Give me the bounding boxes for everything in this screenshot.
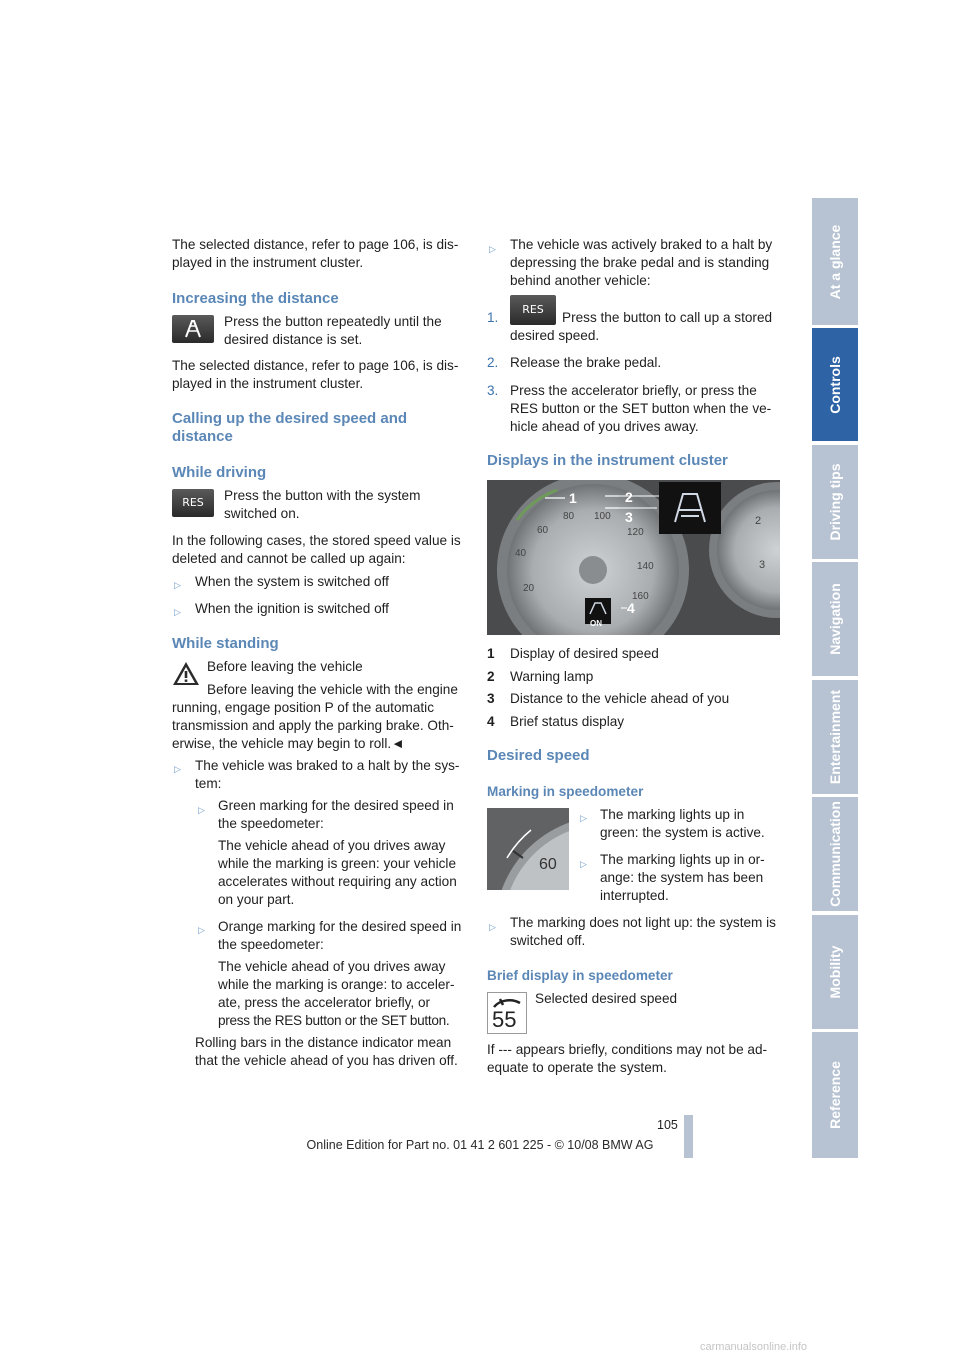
brief-display-icon [487, 992, 527, 1034]
res-button-icon: RES [510, 295, 556, 325]
green-marking: Green marking for the desired speed in the speedometer: [218, 798, 454, 831]
res-button-icon: RES [172, 489, 214, 517]
legend-item: 3 Distance to the vehicle ahead of you [487, 691, 730, 706]
tab-driving-tips[interactable]: Driving tips [812, 445, 858, 559]
distance-button-icon [172, 315, 214, 343]
driving-text: Press the button with the system switched on. [224, 488, 421, 521]
on-indicator: ON [590, 619, 602, 628]
increase-after-text: The selected distance, refer to page 106, is dis- played in the instrument cluster. [172, 358, 459, 391]
callout-2: 2 [625, 489, 633, 505]
bullet-triangle-icon: ▷ [489, 244, 496, 254]
tab-entertainment[interactable]: Entertainment [812, 680, 858, 794]
bullet-triangle-icon: ▷ [198, 805, 205, 815]
gauge-label: 80 [563, 511, 575, 522]
marking-orange-text: The marking lights up in or- ange: the system has been interrupted. [600, 852, 765, 903]
marking-off-text: The marking does not light up: the system is switched off. [510, 915, 776, 948]
callout-1: 1 [569, 490, 577, 506]
tab-communication[interactable]: Communication [812, 797, 858, 911]
gauge-label: 2 [755, 515, 762, 527]
bullet-triangle-icon: ▷ [174, 607, 181, 617]
braked-text: The vehicle was braked to a halt by the sys- tem: [195, 758, 460, 791]
tab-mobility[interactable]: Mobility [812, 915, 858, 1029]
bullet-triangle-icon: ▷ [489, 922, 496, 932]
rolling-bars-text: Rolling bars in the distance indicator mean that the vehicle ahead of you has driven off. [195, 1035, 458, 1068]
gauge-label: 20 [523, 583, 535, 594]
gauge-label: 40 [515, 548, 527, 559]
gauge-label: 60 [537, 525, 549, 536]
brief-text: Selected desired speed [535, 991, 678, 1006]
step-number: 1. [487, 310, 499, 325]
watermark: carmanualsonline.info [700, 1341, 808, 1353]
heading-brief-display: Brief display in speedometer [487, 968, 673, 983]
heading-marking: Marking in speedometer [487, 784, 644, 799]
tab-controls[interactable]: Controls [812, 328, 858, 441]
warning-title: Before leaving the vehicle [207, 659, 363, 674]
orange-detail: The vehicle ahead of you drives away while the marking is orange: to acceler- ate, press the accelerator briefly, or press the RES button or the SET button. [218, 959, 455, 1028]
green-detail: The vehicle ahead of you drives away while the marking is green: your vehicle accelerates without requiring any action on your part. [218, 838, 457, 907]
speedometer-marking-image [487, 808, 569, 890]
callout-3: 3 [625, 509, 633, 525]
bullet-triangle-icon: ▷ [198, 925, 205, 935]
gauge-label: 160 [632, 591, 649, 602]
bullet-system-off: When the system is switched off [195, 574, 389, 589]
legend-list [487, 645, 777, 735]
heading-while-driving: While driving [172, 464, 267, 481]
tab-reference[interactable]: Reference [812, 1032, 858, 1158]
active-brake-text: The vehicle was actively braked to a halt by depressing the brake pedal and is standing behind another vehicle: [510, 237, 773, 288]
heading-while-standing: While standing [172, 635, 279, 652]
tab-at-a-glance[interactable]: At a glance [812, 198, 858, 325]
legend-item: 2 Warning lamp [487, 668, 594, 684]
intro-paragraph: The selected distance, refer to page 106, is dis- played in the instrument cluster. [172, 237, 459, 270]
orange-marking: Orange marking for the desired speed in the speedometer: [218, 919, 462, 952]
bullet-ignition-off: When the ignition is switched off [195, 601, 389, 616]
page-number: 105 [657, 1118, 678, 1132]
instrument-cluster-image [487, 480, 780, 635]
heading-displays: Displays in the instrument cluster [487, 452, 728, 469]
gauge-label: 100 [594, 511, 611, 522]
heading-desired-speed: Desired speed [487, 747, 590, 764]
step-1-line-2: desired speed. [510, 328, 600, 343]
speedo-number: 60 [539, 856, 557, 873]
heading-increasing-distance: Increasing the distance [172, 290, 339, 307]
legend-item: 4 Brief status display [487, 713, 625, 729]
step-number: 3. [487, 383, 499, 398]
bullet-triangle-icon: ▷ [174, 764, 181, 774]
tab-navigation[interactable]: Navigation [812, 562, 858, 676]
step-number: 2. [487, 355, 499, 370]
deleted-text: In the following cases, the stored speed value is deleted and cannot be called up again: [172, 533, 461, 566]
footer-text: Online Edition for Part no. 01 41 2 601 225 - © 10/08 BMW AG [306, 1138, 654, 1152]
gauge-label: 120 [627, 527, 644, 538]
step-2-text: Release the brake pedal. [510, 355, 662, 370]
brief-number: 55 [492, 1007, 517, 1032]
marking-green-text: The marking lights up in green: the system is active. [600, 807, 765, 840]
bullet-triangle-icon: ▷ [580, 859, 587, 869]
bullet-triangle-icon: ▷ [174, 580, 181, 590]
callout-4: 4 [627, 600, 635, 616]
gauge-label: 140 [637, 561, 654, 572]
legend-item: 1 Display of desired speed [487, 646, 659, 661]
increase-text: Press the button repeatedly until the desired distance is set. [224, 314, 442, 347]
warning-text: Before leaving the vehicle with the engine running, engage position P of the automatic transmission and apply the parking brake. Oth- erwise, the vehicle may begin to roll.◄ [172, 682, 458, 751]
dash-text: If --- appears briefly, conditions may not be ad- equate to operate the system. [487, 1042, 768, 1075]
heading-calling-up: Calling up the desired speed and distance [172, 410, 408, 445]
gauge-label: 3 [759, 559, 766, 571]
step-1-line-1: Press the button to call up a stored [562, 310, 773, 325]
step-3-text: Press the accelerator briefly, or press the RES button or the SET button when the ve- hicle ahead of you drives away. [510, 383, 772, 434]
bullet-triangle-icon: ▷ [580, 813, 587, 823]
